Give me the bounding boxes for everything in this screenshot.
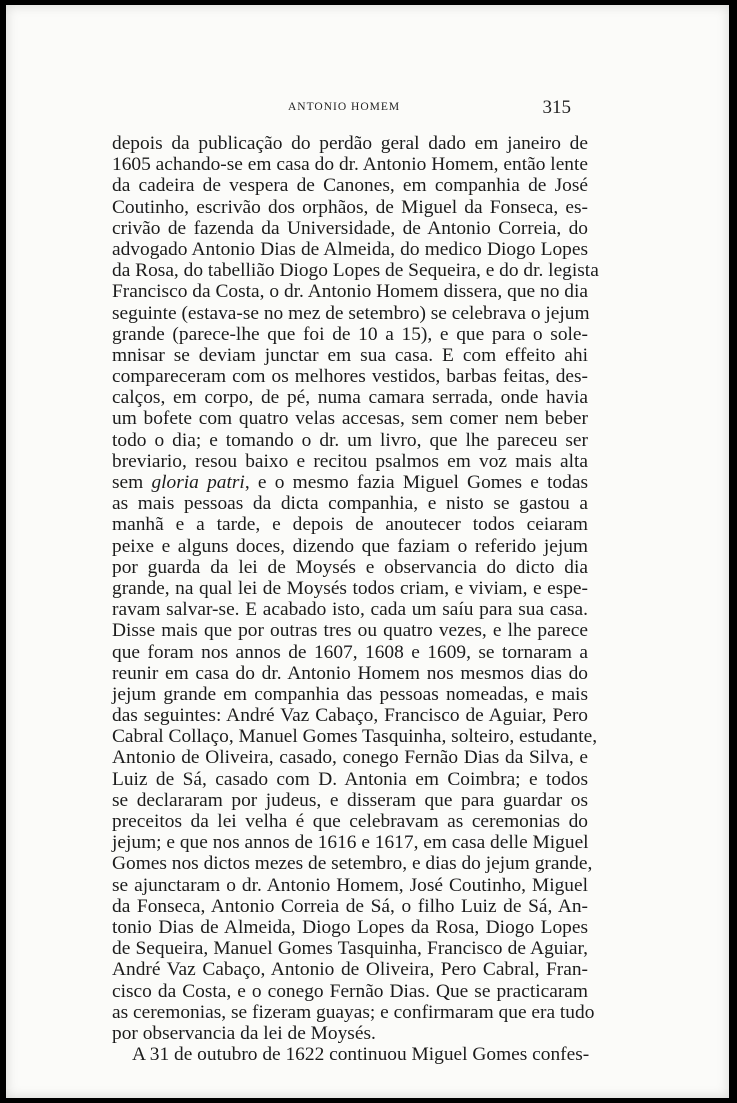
text-line: preceitos da lei velha é que celebravam as ceremonias do <box>112 811 588 832</box>
text-line: advogado Antonio Dias de Almeida, do medico Diogo Lopes <box>112 238 588 260</box>
text-line: breviario, resou baixo e recitou psalmos em voz mais alta <box>112 450 588 472</box>
text-line: todo o dia; e tomando o dr. um livro, que lhe pareceu ser <box>112 429 588 451</box>
text-line: tonio Dias de Almeida, Diogo Lopes da Rosa, Diogo Lopes <box>112 916 588 938</box>
text-line: grande, na qual lei de Moysés todos criam, e viviam, e espe- <box>112 577 588 599</box>
running-title: ANTONIO HOMEM <box>288 101 401 113</box>
text-line: 1605 achando-se em casa do dr. Antonio Homem, então lente <box>112 154 588 176</box>
text-line: compareceram com os melhores vestidos, barbas feitas, des- <box>112 366 588 388</box>
text-line: se ajunctaram o dr. Antonio Homem, José Coutinho, Miguel <box>112 874 588 896</box>
text-line: jejum grande em companhia das pessoas nomeadas, e mais <box>112 683 588 705</box>
text-line: ravam salvar-se. E acabado isto, cada um saíu para sua casa. <box>112 599 588 621</box>
text-line: Cabral Collaço, Manuel Gomes Tasquinha, solteiro, estudante, <box>112 726 598 748</box>
text-fragment: , e o mesmo fazia Miguel Gomes e todas <box>244 472 588 493</box>
text-line: cisco da Costa, e o conego Fernão Dias. Que se practicaram <box>112 980 588 1002</box>
text-line: mnisar se deviam junctar em sua casa. E com effeito ahi <box>112 344 588 366</box>
text-line: Luiz de Sá, casado com D. Antonia em Coimbra; e todos <box>112 768 588 790</box>
book-page <box>6 5 729 1098</box>
text-line-last: por observancia da lei de Moysés. <box>112 1022 376 1044</box>
text-line: manhã e a tarde, e depois de anoutecer todos ceiaram <box>112 514 588 536</box>
text-line: depois da publicação do perdão geral dado em janeiro de <box>112 133 588 154</box>
text-line: que foram nos annos de 1607, 1608 e 1609, se tornaram a <box>112 641 588 663</box>
text-line: Coutinho, escrivão dos orphãos, de Miguel da Fonseca, es- <box>112 196 588 218</box>
text-line: um bofete com quatro velas accesas, sem comer nem beber <box>112 408 588 430</box>
text-line: Gomes nos dictos mezes de setembro, e dias do jejum grande, <box>112 853 593 875</box>
text-line: André Vaz Cabaço, Antonio de Oliveira, Pero Cabral, Fran- <box>112 959 588 981</box>
text-line: das seguintes: André Vaz Cabaço, Francisco de Aguiar, Pero <box>112 705 588 727</box>
text-line: Disse mais que por outras tres ou quatro vezes, e lhe parece <box>112 620 588 642</box>
running-head <box>112 97 569 119</box>
text-line: da Rosa, do tabellião Diogo Lopes de Sequeira, e do dr. legista <box>112 260 599 282</box>
text-line: se declararam por judeus, e disseram que para guardar os <box>112 789 588 811</box>
text-line: seguinte (estava-se no mez de setembro) se celebrava o jejum <box>112 302 590 324</box>
page-number: 315 <box>542 97 571 118</box>
text-line: grande (parece-lhe que foi de 10 a 15), e que para o sole- <box>112 323 588 345</box>
body-text <box>112 133 599 1066</box>
paragraph-start: A 31 de outubro de 1622 continuou Miguel Gomes confes- <box>132 1044 590 1066</box>
text-line: jejum; e que nos annos de 1616 e 1617, em casa delle Miguel <box>112 832 589 854</box>
text-line: Francisco da Costa, o dr. Antonio Homem dissera, que no dia <box>112 281 588 303</box>
text-fragment: sem <box>112 472 152 493</box>
text-line: reunir em casa do dr. Antonio Homem nos mesmos dias do <box>112 662 588 684</box>
text-line: crivão de fazenda da Universidade, de Antonio Correia, do <box>112 217 588 239</box>
italic-phrase: gloria patri <box>151 472 245 493</box>
text-line: as mais pessoas da dicta companhia, e nisto se gastou a <box>112 493 588 515</box>
text-line: calços, em corpo, de pé, numa camara serrada, onde havia <box>112 387 588 409</box>
text-line-italic <box>112 472 588 493</box>
text-line: da cadeira de vespera de Canones, em companhia de José <box>112 175 588 197</box>
text-line: Antonio de Oliveira, casado, conego Fernão Dias da Silva, e <box>112 747 588 769</box>
text-line: peixe e alguns doces, dizendo que faziam o referido jejum <box>112 535 588 557</box>
text-line: da Fonseca, Antonio Correia de Sá, o filho Luiz de Sá, An- <box>112 895 588 917</box>
text-line: de Sequeira, Manuel Gomes Tasquinha, Francisco de Aguiar, <box>112 938 588 960</box>
text-line: as ceremonias, se fizeram guayas; e confirmaram que era tudo <box>112 1001 595 1023</box>
text-line: por guarda da lei de Moysés e observancia do dicto dia <box>112 556 588 578</box>
